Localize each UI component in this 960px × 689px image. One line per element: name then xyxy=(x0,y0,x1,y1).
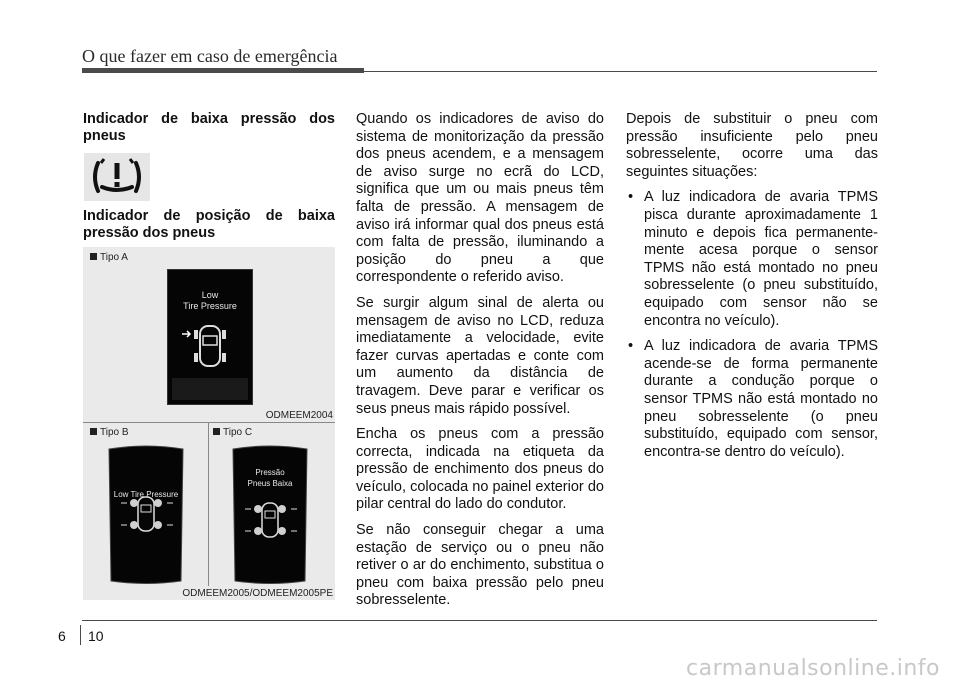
screen-a-bottom-strip xyxy=(172,378,248,400)
header-rule-thin xyxy=(364,71,877,72)
paragraph: Depois de substituir o pneu com pressão insuficiente pelo pneu sobresselente, ocorre uma das seguintes situações: xyxy=(626,111,878,180)
heading-position-indicator: Indicador de posição de baixa pressão dos pneus xyxy=(83,208,335,241)
screen-tipo-a xyxy=(167,269,253,405)
figure-code-bottom: ODMEEM2005/ODMEEM2005PE xyxy=(182,588,333,599)
paragraph: Encha os pneus com a pressão correcta, indicada na etiqueta da pressão de enchimento dos pneus do veículo, colocada no painel exterior do pilar central do lado do condutor. xyxy=(356,426,604,513)
screen-b-text: Low Tire Pressure xyxy=(113,490,179,499)
screen-a-text-1: Low xyxy=(201,290,219,300)
tpms-icon-box xyxy=(84,153,150,201)
label-tipo-a: Tipo A xyxy=(90,252,128,263)
tpms-display-figure xyxy=(83,247,335,600)
footer-rule xyxy=(82,620,877,621)
paragraph: Se não conseguir chegar a uma estação de serviço ou o pneu não retiver o ar do enchimento, substitua o pneu com baixa pressão pelo pneu sobresselente. xyxy=(356,522,604,609)
screen-a-text-2: Tire Pressure xyxy=(183,301,237,311)
page-header-title: O que fazer em caso de emergência xyxy=(82,46,338,66)
paragraph: Se surgir algum sinal de alerta ou mensagem de aviso no LCD, reduza imediatamente a velocidade, evite fazer curvas apertadas e conte com um aumento da distância de travagem. Deve parar e verificar os seus pneus mais rápido possível. xyxy=(356,294,604,417)
middle-column xyxy=(356,111,604,618)
label-tipo-b: Tipo B xyxy=(90,427,129,438)
page-number: 10 xyxy=(88,628,104,644)
bullet-list xyxy=(626,189,878,461)
screen-c-text-2: Pneus Baixa xyxy=(247,479,293,488)
screen-tipo-b xyxy=(105,445,187,585)
list-item: • A luz indicadora de avaria TPMS acende-se de forma permanente durante a condução porque o sensor TPMS não está montado no pneu sobresselente (o pneu substituído, equipado com sensor, encontra-se dentro do veículo). xyxy=(626,338,878,461)
screen-c-shape xyxy=(229,445,311,585)
screen-c-text-1: Pressão xyxy=(255,468,285,477)
right-column xyxy=(626,111,878,469)
label-tipo-c: Tipo C xyxy=(213,427,252,438)
screen-tipo-c xyxy=(229,445,311,585)
header-rule-thick xyxy=(82,68,364,73)
watermark: carmanualsonline.info xyxy=(686,656,940,681)
screen-b-shape xyxy=(105,445,187,585)
left-column xyxy=(83,111,335,241)
paragraph: Quando os indicadores de aviso do sistema de monitorização da pressão dos pneus acendem, e a mensagem de aviso surge no ecrã do LCD, significa que um ou mais pneus têm falta de pressão. A mensagem de aviso irá informar qual dos pneus está com falta de pressão, iluminando a posição do pneu a que correspondente o referido aviso. xyxy=(356,111,604,286)
footer-tick xyxy=(80,625,81,645)
car-top-icon xyxy=(168,320,252,380)
tpms-warning-icon xyxy=(90,157,144,197)
heading-low-pressure-indicator: Indicador de baixa pressão dos pneus xyxy=(83,111,335,144)
list-item: • A luz indicadora de avaria TPMS pisca durante aproximadamente 1 minuto e depois fica permanente-mente acesa porque o sensor TPMS não está montado no pneu sobresselente (o pneu substituído, equipado com sensor não se encontra no veículo). xyxy=(626,189,878,330)
figure-divider-vertical xyxy=(208,423,209,586)
figure-divider-horizontal xyxy=(83,422,335,423)
figure-code-top: ODMEEM2004 xyxy=(265,410,333,421)
chapter-number: 6 xyxy=(58,628,66,644)
